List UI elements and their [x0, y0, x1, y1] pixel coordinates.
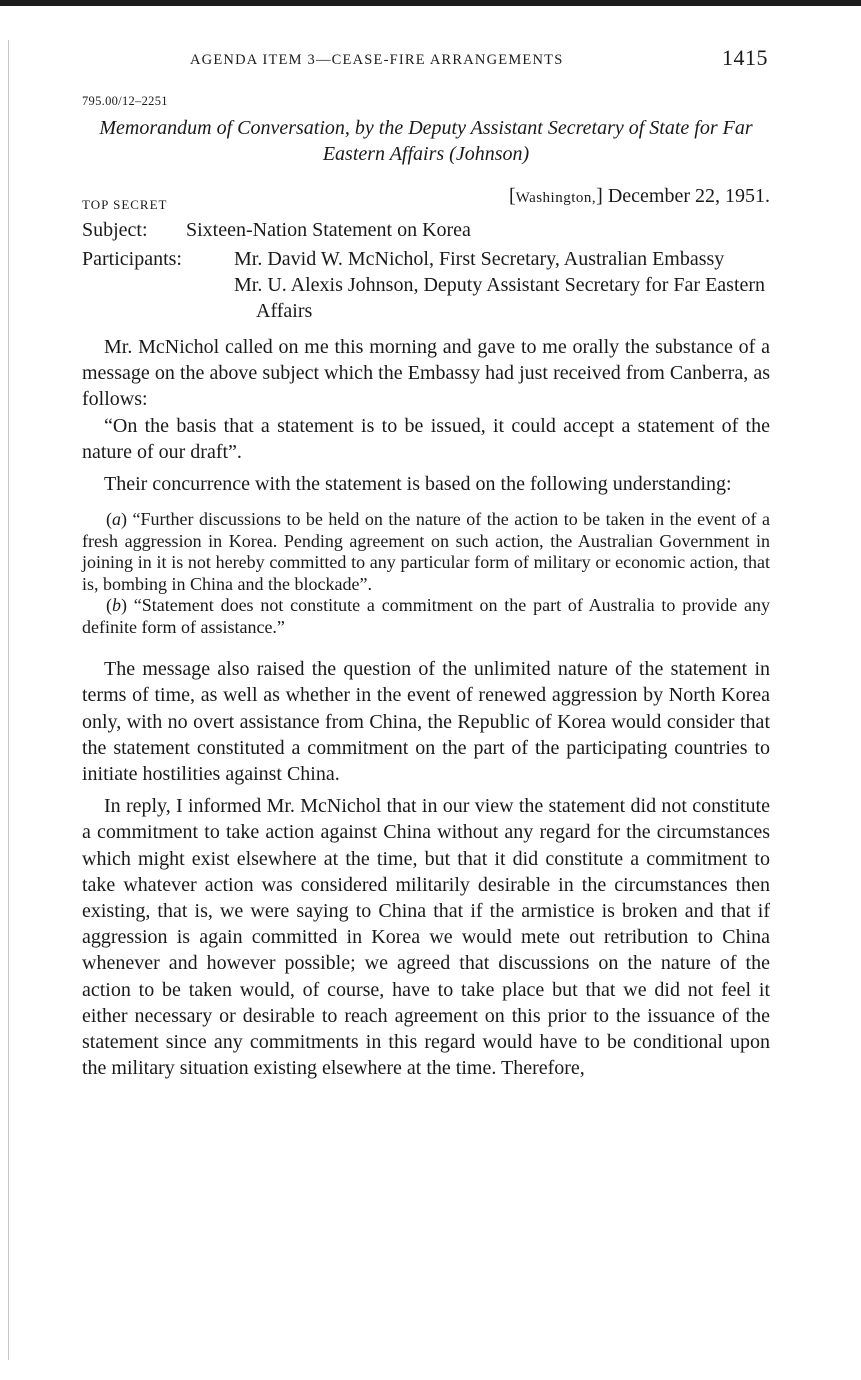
- participants-row: [82, 246, 770, 324]
- participant: Mr. U. Alexis Johnson, Deputy Assistant Secretary for Far Eastern Affairs: [234, 274, 766, 322]
- quoted-understanding: [82, 509, 770, 638]
- paragraph: Their concurrence with the statement is based on the following understanding:: [104, 473, 732, 496]
- paragraph: In reply, I informed Mr. McNichol that in our view the statement did not constitute a commitment to take action against China without any regard for the circumstances which might exist elsewhere at the time, but that it did constitute a commitment to take whatever action was considered militarily desirable in the circumstances then existing, that is, we were saying to China that if the armistice is broken and that if aggression is again committed in Korea we would mete out retribution to China whenever and however possible; we agreed that discussions on the nature of the action to be taken would, of course, have to take place but that we did not feel it either necessary or desirable to reach agreement on this prior to the issuance of the statement since any commitments in this regard would have to be conditional upon the military situation existing elsewhere at the time. Therefore,: [82, 795, 770, 1080]
- place: Washington,: [515, 190, 597, 206]
- quote-item-label: b: [112, 595, 121, 616]
- body-section-1: [82, 334, 770, 497]
- quote-item-text: “Statement does not constitute a commitment on the part of Australia to provide any definite form of assistance.”: [82, 595, 770, 637]
- paragraph: The message also raised the question of the unlimited nature of the statement in terms of time, as well as whether in the event of renewed aggression by North Korea only, with no overt assistance from China, the Republic of Korea would consider that the statement constituted a commitment on the part of the participating countries to initiate hostilities against China.: [82, 658, 770, 786]
- running-header: [82, 40, 770, 76]
- date: December 22, 1951.: [607, 185, 770, 207]
- quote-item: (a) “Further discussions to be held on the nature of the action to be taken in the event of a fresh aggression in Korea. Pending agreement on such action, the Australian Government in joining in it is not hereby committed to any particular form of military or economic action, that is, bombing in China and the blockade”.: [82, 509, 770, 594]
- participants-label: Participants:: [82, 248, 182, 270]
- file-number: 795.00/12–2251: [82, 94, 168, 108]
- paragraph: Mr. McNichol called on me this morning and gave to me orally the substance of a message on the above subject which the Embassy had just received from Canberra, as follows:: [82, 336, 770, 411]
- quote-item: (b) “Statement does not constitute a commitment on the part of Australia to provide any definite form of assistance.”: [82, 595, 770, 637]
- classification: TOP SECRET: [82, 197, 168, 212]
- paragraph: “On the basis that a statement is to be issued, it could accept a statement of the nature of our draft”.: [82, 414, 770, 463]
- classification-date-line: [82, 185, 770, 215]
- participant: Mr. David W. McNichol, First Secretary, Australian Embassy: [234, 248, 725, 270]
- quote-item-text: “Further discussions to be held on the nature of the action to be taken in the event of a fresh aggression in Korea. Pending agreement on such action, the Australian Government in joining in it is not hereby committed to any particular form of military or economic action, that is, bombing in China and the blockade”.: [82, 509, 770, 594]
- running-header-title: AGENDA ITEM 3—CEASE-FIRE ARRANGEMENTS: [190, 52, 564, 68]
- dateline: [Washington,] December 22, 1951.: [508, 185, 770, 207]
- scan-left-edge: [8, 40, 9, 1360]
- subject-row: [82, 217, 770, 243]
- memo-title: Memorandum of Conversation, by the Deputy Assistant Secretary of State for Far Eastern Affairs (Johnson): [99, 117, 753, 165]
- participants-list: [234, 246, 770, 324]
- document-page: [82, 40, 770, 1081]
- quote-item-label: a: [112, 509, 121, 530]
- subject-text: Sixteen-Nation Statement on Korea: [186, 219, 471, 241]
- body-section-2: [82, 656, 770, 1081]
- subject-label: Subject:: [82, 219, 148, 241]
- scan-top-border: [0, 0, 861, 6]
- page-number: 1415: [722, 45, 768, 70]
